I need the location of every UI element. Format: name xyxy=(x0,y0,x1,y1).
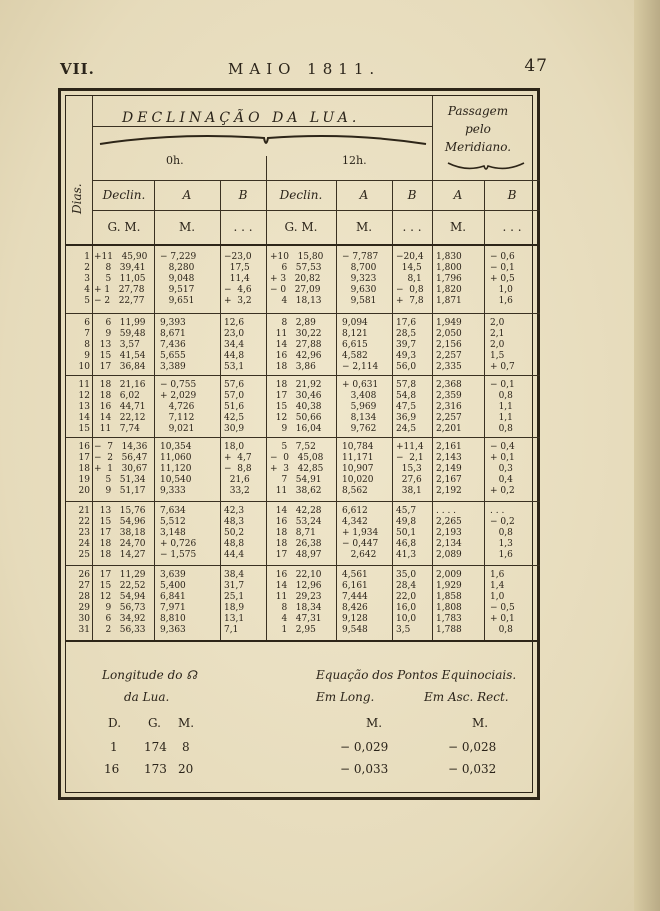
rule-data-top xyxy=(66,244,540,246)
cell-pb: 1,6 1,4 1,0 − 0,5 + 0,1 0,8 xyxy=(490,570,515,635)
cell-b12: −20,4 14,5 8,1 − 0,8 + 7,8 xyxy=(396,252,424,306)
cell-days: 11 12 13 14 15 xyxy=(78,380,90,434)
cell-a12: 10,784 11,171 10,907 10,020 8,562 xyxy=(342,442,374,496)
rule-data-bottom xyxy=(66,640,540,642)
rule-decl12 xyxy=(336,180,337,640)
passagem-line-1: Passagem xyxy=(447,104,509,118)
colhead-b12: B xyxy=(407,188,417,202)
cell-decl12: +10 15,80 6 57,53 + 3 20,82 − 0 27,09 4 18,13 xyxy=(270,252,324,306)
rule-decl0 xyxy=(154,180,155,640)
cell-pb: 2,0 2,1 2,0 1,5 + 0,7 xyxy=(490,318,515,372)
lon-row2-m: 20 xyxy=(178,762,194,776)
colhead-a12: A xyxy=(359,188,369,202)
cell-a0: 3,639 5,400 6,841 7,971 8,810 9,363 xyxy=(160,570,186,635)
cell-decl0: − 7 14,36 − 2 56,47 + 1 30,67 5 51,34 9 51,17 xyxy=(94,442,148,496)
lon-row1-g: 174 xyxy=(144,740,167,754)
hour-12: 12h. xyxy=(342,154,367,167)
eq-row2-long: − 0,033 xyxy=(340,762,389,776)
group-rule xyxy=(66,437,540,438)
longitude-title: Longitude do ☊ xyxy=(102,668,197,682)
cell-days: 6 7 8 9 10 xyxy=(78,318,90,372)
unit-decl0: G. M. xyxy=(107,220,141,234)
cell-days: 21 22 23 24 25 xyxy=(78,506,90,560)
unit-a0: M. xyxy=(178,220,196,234)
lon-row2-d: 16 xyxy=(104,762,120,776)
cell-decl0: 17 11,29 15 22,52 12 54,94 9 56,73 6 34,92 2 56,33 xyxy=(99,570,146,635)
cell-pa: 2,009 1,929 1,858 1,808 1,783 1,788 xyxy=(436,570,462,635)
cell-b0: 18,0 + 4,7 − 8,8 21,6 33,2 xyxy=(224,442,252,496)
cell-pb: − 0,4 + 0,1 0,3 0,4 + 0,2 xyxy=(490,442,515,496)
group-rule xyxy=(66,375,540,376)
lon-header-m: M. xyxy=(178,716,195,730)
lon-row1-m: 8 xyxy=(182,740,190,754)
table-inner xyxy=(65,95,533,793)
lon-row1-d: 1 xyxy=(110,740,118,754)
unit-pa: M. xyxy=(449,220,467,234)
running-head xyxy=(60,56,548,80)
em-long: Em Long. xyxy=(316,690,375,704)
cell-pa: . . . . 2,265 2,193 2,134 2,089 xyxy=(436,506,462,560)
cell-days: 26 27 28 29 30 31 xyxy=(78,570,90,635)
cell-b12: 17,6 28,5 39,7 49,3 56,0 xyxy=(396,318,417,372)
eq-unit-long: M. xyxy=(366,716,383,730)
cell-a0: − 0,755 + 2,029 4,726 7,112 9,021 xyxy=(160,380,197,434)
cell-decl0: 18 21,16 18 6,02 16 44,71 14 22,12 11 7,74 xyxy=(99,380,146,434)
cell-pa: 1,949 2,050 2,156 2,257 2,335 xyxy=(436,318,462,372)
colhead-decl0: Declin. xyxy=(102,188,146,202)
cell-a12: 4,561 6,161 7,444 8,426 9,128 9,548 xyxy=(342,570,368,635)
cell-b0: −23,0 17,5 11,4 − 4,6 + 3,2 xyxy=(224,252,252,306)
cell-decl12: 16 22,10 14 12,96 11 29,23 8 18,34 4 47,31 1 2,95 xyxy=(275,570,322,635)
cell-b12: 45,7 49,8 50,1 46,8 41,3 xyxy=(396,506,417,560)
rule-colheads xyxy=(92,180,540,181)
hour-0: 0h. xyxy=(166,154,184,167)
unit-decl12: G. M. xyxy=(284,220,318,234)
cell-pa: 2,368 2,359 2,316 2,257 2,201 xyxy=(436,380,462,434)
rule-a12 xyxy=(392,180,393,640)
eq-row2-asc: − 0,032 xyxy=(448,762,497,776)
longitude-subtitle: da Lua. xyxy=(124,690,170,704)
passagem-title xyxy=(438,102,518,156)
cell-b12: 35,0 28,4 22,0 16,0 10,0 3,5 xyxy=(396,570,417,635)
cell-days: 16 17 18 19 20 xyxy=(78,442,90,496)
rule-passagem xyxy=(432,96,433,640)
cell-a12: 6,612 4,342 + 1,934 − 0,447 2,642 xyxy=(342,506,379,560)
cell-decl0: +11 45,90 8 39,41 5 11,05 + 1 27,78 − 2 22,77 xyxy=(94,252,148,306)
cell-pa: 1,830 1,800 1,796 1,820 1,871 xyxy=(436,252,462,306)
passagem-line-2: pelo xyxy=(465,122,491,136)
running-head-center: MAIO 1811. xyxy=(228,60,381,78)
table-frame xyxy=(58,88,540,800)
unit-pb: . . . xyxy=(502,220,522,234)
page-edge xyxy=(634,0,660,911)
lon-row2-g: 173 xyxy=(144,762,167,776)
group-rule xyxy=(66,565,540,566)
cell-a12: − 7,787 8,700 9,323 9,630 9,581 xyxy=(342,252,379,306)
cell-b12: 57,8 54,8 47,5 36,9 24,5 xyxy=(396,380,417,434)
rule-a0 xyxy=(220,180,221,640)
cell-b12: +11,4 − 2,1 15,3 27,6 38,1 xyxy=(396,442,424,496)
cell-decl12: 14 42,28 16 53,24 18 8,71 18 26,38 17 48,97 xyxy=(275,506,322,560)
cell-pa: 2,161 2,143 2,149 2,167 2,192 xyxy=(436,442,462,496)
cell-pb: . . . − 0,2 0,8 1,3 1,6 xyxy=(490,506,515,560)
eq-row1-long: − 0,029 xyxy=(340,740,389,754)
rule-days xyxy=(92,96,93,640)
cell-b0: 12,6 23,0 34,4 44,8 53,1 xyxy=(224,318,245,372)
cell-decl12: 8 2,89 11 30,22 14 27,88 16 42,96 18 3,86 xyxy=(275,318,322,372)
page-number: 47 xyxy=(524,56,548,76)
cell-a12: 9,094 8,121 6,615 4,582 − 2,114 xyxy=(342,318,379,372)
em-asc: Em Asc. Rect. xyxy=(424,690,509,704)
unit-a12: M. xyxy=(355,220,373,234)
cell-a0: − 7,229 8,280 9,048 9,517 9,651 xyxy=(160,252,197,306)
colhead-b0: B xyxy=(238,188,248,202)
cell-pb: − 0,1 0,8 1,1 1,1 0,8 xyxy=(490,380,515,434)
equacao-title: Equação dos Pontos Equinociais. xyxy=(316,668,517,682)
cell-decl0: 13 15,76 15 54,96 17 38,18 18 24,70 18 14,27 xyxy=(99,506,146,560)
lon-header-g: G. xyxy=(148,716,161,730)
rule-units xyxy=(92,210,540,211)
rule-title xyxy=(92,126,432,127)
colhead-a0: A xyxy=(182,188,192,202)
passagem-line-3: Meridiano. xyxy=(444,140,512,154)
unit-b12: . . . xyxy=(402,220,422,234)
cell-pb: − 0,6 − 0,1 + 0,5 1,0 1,6 xyxy=(490,252,515,306)
cell-decl12: 5 7,52 − 0 45,08 + 3 42,85 7 54,91 11 38,62 xyxy=(270,442,324,496)
cell-decl12: 18 21,92 17 30,46 15 40,38 12 50,66 9 16,04 xyxy=(275,380,322,434)
cell-days: 1 2 3 4 5 xyxy=(84,252,90,306)
cell-a0: 9,393 8,671 7,436 5,655 3,389 xyxy=(160,318,186,372)
group-rule xyxy=(66,501,540,502)
cell-a12: + 0,631 3,408 5,969 8,134 9,762 xyxy=(342,380,379,434)
table-title: DECLINAÇÃO DA LUA. xyxy=(122,110,361,126)
cell-b0: 57,6 57,0 51,6 42,5 30,9 xyxy=(224,380,245,434)
eq-row1-asc: − 0,028 xyxy=(448,740,497,754)
colhead-pa: A xyxy=(453,188,463,202)
colhead-decl12: Declin. xyxy=(279,188,323,202)
cell-b0: 42,3 48,3 50,2 48,8 44,4 xyxy=(224,506,245,560)
group-rule xyxy=(66,313,540,314)
colhead-pb: B xyxy=(507,188,517,202)
unit-b0: . . . xyxy=(233,220,253,234)
passagem-brace xyxy=(446,160,526,174)
cell-a0: 10,354 11,060 11,120 10,540 9,333 xyxy=(160,442,192,496)
eq-unit-asc: M. xyxy=(472,716,489,730)
cell-a0: 7,634 5,512 3,148 + 0,726 − 1,575 xyxy=(160,506,197,560)
cell-b0: 38,4 31,7 25,1 18,9 13,1 7,1 xyxy=(224,570,245,635)
rule-pa xyxy=(484,180,485,640)
running-head-left: VII. xyxy=(60,60,95,78)
dias-label: Dias. xyxy=(70,183,84,214)
lon-header-d: D. xyxy=(108,716,122,730)
hours-brace xyxy=(98,130,428,150)
cell-decl0: 6 11,99 9 59,48 13 3,57 15 41,54 17 36,84 xyxy=(99,318,146,372)
